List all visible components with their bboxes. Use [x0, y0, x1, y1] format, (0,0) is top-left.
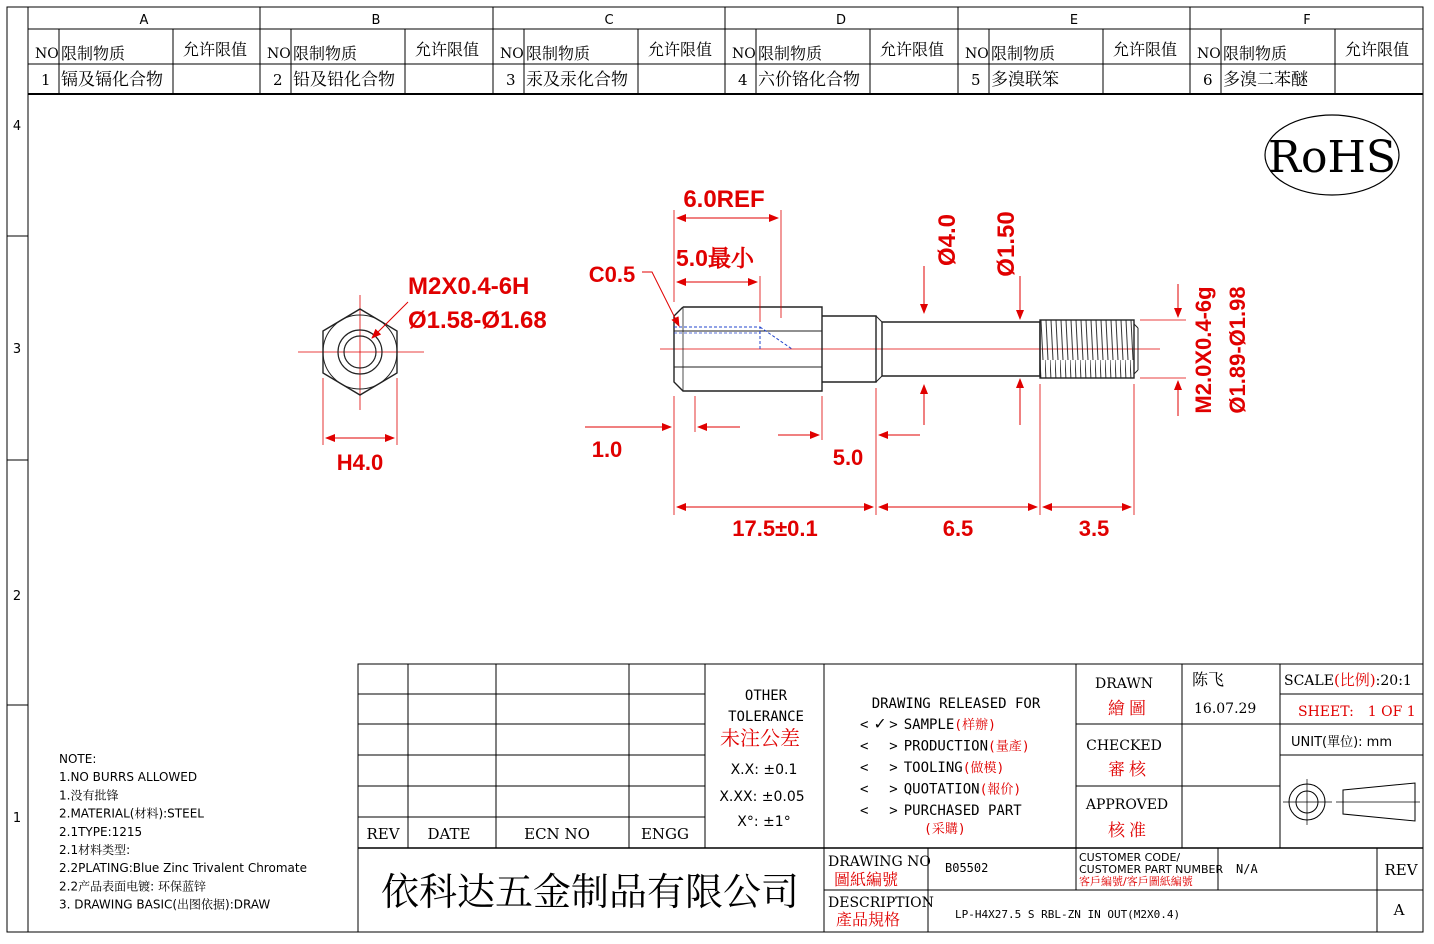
body-diameter-dimension: Ø4.0 [934, 213, 961, 267]
release-check-icon [874, 799, 885, 820]
release-option-label-cn: (報价) [979, 782, 1022, 798]
release-option-label: PURCHASED PART [903, 803, 1022, 819]
table-header-no: NO [500, 46, 524, 62]
release-option-label-cn: (样辦) [954, 718, 996, 733]
scale-field [1284, 671, 1412, 689]
notes-block [59, 752, 307, 912]
zone-col-e: E [1069, 13, 1079, 28]
tolerance-title-cn: 未注公差 [720, 726, 800, 750]
approved-label: APPROVED [1085, 797, 1169, 813]
drawing-no-label-cn: 圖紙編號 [834, 870, 899, 889]
note-line: 3. DRAWING BASIC(出图依据):DRAW [59, 897, 271, 912]
rev-table-date-header: DATE [427, 825, 471, 843]
external-thread-callout: M2.0X0.4-6g [1191, 286, 1216, 414]
internal-thread-callout: M2X0.4-6H [408, 273, 530, 300]
note-line: 2.1材料类型: [59, 843, 131, 857]
table-header-limit: 允许限值 [1113, 40, 1178, 59]
table-header-limit: 允许限值 [415, 40, 480, 59]
table-cell-no: 3 [506, 71, 516, 89]
bore-diameter-callout: Ø1.58-Ø1.68 [408, 307, 547, 334]
table-header-substance: 限制物质 [758, 44, 823, 63]
company-name: 依科达五金制品有限公司 [380, 870, 800, 914]
table-cell-no: 6 [1203, 71, 1213, 89]
customer-part-label: CUSTOMER PART NUMBER [1079, 863, 1224, 876]
min-thread-depth-dimension: 5.0最小 [676, 245, 754, 271]
note-line: 2.1TYPE:1215 [59, 824, 143, 839]
zone-row-3: 3 [12, 342, 22, 357]
dim-3-5: 3.5 [1078, 516, 1110, 541]
drawing-no-value: B05502 [945, 861, 989, 875]
table-header-no: NO [35, 46, 59, 62]
release-option-label: TOOLING [903, 760, 963, 776]
neck-diameter-dimension: Ø1.50 [993, 211, 1020, 277]
unit-label-cn: (單位) [1322, 735, 1359, 750]
approval-block [1085, 670, 1256, 841]
note-line: 2.2PLATING:Blue Zinc Trivalent Chromate [59, 861, 307, 876]
release-option-label-cn: (量產) [988, 739, 1030, 755]
tolerance-xxx: X.XX: ±0.05 [719, 789, 805, 805]
unit-field [1291, 735, 1392, 750]
rev-label: REV [1384, 861, 1418, 879]
dim-17-5: 17.5±0.1 [732, 516, 818, 541]
release-check-icon [874, 756, 885, 777]
release-block [872, 696, 1041, 712]
table-cell-no: 1 [41, 71, 51, 89]
release-option-production: < > PRODUCTION(量產) [860, 735, 1030, 756]
customer-value: N/A [1236, 862, 1258, 876]
table-header-no: NO [965, 46, 989, 62]
rohs-badge [1265, 115, 1399, 195]
release-option-purchased-part: < > PURCHASED PART (采購) [860, 799, 1022, 837]
zone-row-1: 1 [12, 811, 22, 826]
tolerance-title-1: OTHER [744, 688, 788, 704]
release-option-label-cn: (采購) [924, 822, 966, 837]
unit-label: UNIT [1291, 735, 1323, 750]
drawing-no-label: DRAWING NO [828, 854, 931, 870]
ref-length-dimension: 6.0REF [683, 186, 765, 213]
zone-col-d: D [835, 13, 847, 28]
rohs-label: RoHS [1267, 132, 1397, 183]
rev-value: A [1393, 901, 1405, 919]
table-header-limit: 允许限值 [880, 40, 945, 59]
note-line: 1.没有批锋 [59, 788, 119, 803]
drawn-label: DRAWN [1095, 676, 1153, 692]
zone-row-labels [13, 119, 21, 826]
table-cell-substance: 多溴联笨 [991, 70, 1059, 90]
drawn-by: 陈飞 [1192, 670, 1225, 689]
rev-table-engg-header: ENGG [640, 825, 690, 843]
note-line: 2.MATERIAL(材料):STEEL [59, 806, 204, 821]
rev-table-rev-header: REV [366, 825, 400, 843]
tolerance-angle: X°: ±1° [737, 814, 791, 830]
restricted-substance-table [35, 29, 1409, 94]
table-header-substance: 限制物质 [526, 44, 591, 63]
table-cell-substance: 多溴二苯醚 [1223, 70, 1308, 90]
tolerance-title-2: TOLERANCE [728, 709, 804, 725]
table-cell-no: 5 [971, 71, 981, 89]
release-check-icon [874, 735, 885, 756]
standoff-side-view [660, 307, 1160, 391]
release-option-tooling: < > TOOLING(做模) [860, 756, 1004, 777]
hex-size-dimension: H4.0 [336, 450, 384, 475]
dim-6-5: 6.5 [942, 516, 974, 541]
release-check-icon [874, 778, 885, 799]
table-header-limit: 允许限值 [183, 40, 248, 59]
sheet-label: SHEET: [1298, 704, 1354, 720]
checked-label-cn: 審核 [1108, 760, 1150, 780]
scale-value: :20:1 [1375, 673, 1412, 689]
sheet-value: 1 OF 1 [1367, 704, 1416, 720]
table-header-no: NO [1197, 46, 1221, 62]
note-line: NOTE: [59, 752, 97, 766]
scale-label: SCALE [1284, 673, 1334, 689]
release-option-sample: < ✓ > SAMPLE(样辦) [860, 713, 996, 734]
drawn-label-cn: 繪圖 [1108, 699, 1150, 719]
table-cell-substance: 汞及汞化合物 [526, 70, 628, 90]
release-title: DRAWING RELEASED FOR [871, 696, 1041, 712]
zone-col-c: C [604, 13, 614, 28]
customer-code-label: CUSTOMER CODE/ [1079, 851, 1181, 864]
drawn-date: 16.07.29 [1194, 701, 1257, 717]
chamfer-callout: C0.5 [588, 262, 636, 287]
description-label: DESCRIPTION [828, 895, 934, 911]
unit-value: : mm [1358, 735, 1393, 750]
table-header-limit: 允许限值 [648, 40, 713, 59]
third-angle-projection-icon [1283, 779, 1420, 825]
release-option-label: PRODUCTION [903, 738, 989, 755]
table-header-substance: 限制物质 [293, 44, 358, 63]
release-option-label: QUOTATION [903, 781, 980, 798]
zone-col-f: F [1303, 13, 1311, 28]
release-option-label: SAMPLE [903, 717, 955, 733]
table-header-limit: 允许限值 [1345, 40, 1410, 59]
dim-1-0: 1.0 [591, 437, 623, 462]
table-cell-no: 4 [738, 71, 748, 89]
dim-5-0: 5.0 [832, 445, 864, 470]
release-options [860, 713, 1030, 837]
zone-col-a: A [139, 13, 149, 28]
table-cell-substance: 六价铬化合物 [758, 70, 860, 90]
sheet-field [1298, 704, 1416, 720]
rev-table-ecn-header: ECN NO [524, 825, 590, 843]
table-header-no: NO [732, 46, 756, 62]
hex-end-view [298, 295, 424, 445]
tolerance-xx: X.X: ±0.1 [730, 762, 798, 778]
table-header-no: NO [267, 46, 291, 62]
table-header-substance: 限制物质 [991, 44, 1056, 63]
approved-label-cn: 核准 [1108, 821, 1150, 841]
sheet-frame [7, 7, 1423, 932]
table-cell-substance: 镉及镉化合物 [61, 70, 163, 90]
release-option-quotation: < > QUOTATION(報价) [860, 778, 1021, 799]
zone-row-2: 2 [12, 589, 22, 604]
table-cell-no: 2 [273, 71, 283, 89]
note-line: 2.2产品表面电镀: 环保蓝锌 [59, 879, 206, 894]
checked-label: CHECKED [1086, 738, 1162, 754]
zone-col-b: B [371, 13, 381, 28]
external-thread-diameter: Ø1.89-Ø1.98 [1225, 286, 1250, 414]
customer-label-cn: 客戶編號/客戶圖紙編號 [1079, 875, 1193, 888]
release-option-label-cn: (做模) [962, 761, 1005, 776]
note-line: 1.NO BURRS ALLOWED [59, 770, 198, 785]
table-header-substance: 限制物质 [1223, 44, 1288, 63]
table-header-substance: 限制物质 [61, 44, 126, 63]
scale-block [1284, 671, 1416, 750]
table-cell-substance: 铅及铅化合物 [293, 70, 395, 90]
description-value: LP-H4X27.5 S RBL-ZN IN OUT(M2X0.4) [955, 908, 1181, 921]
zone-row-4: 4 [12, 119, 22, 134]
tolerance-block [719, 688, 804, 830]
scale-label-cn: (比例) [1333, 671, 1376, 689]
description-label-cn: 產品規格 [836, 910, 901, 929]
release-check-icon: ✓ [874, 713, 886, 734]
